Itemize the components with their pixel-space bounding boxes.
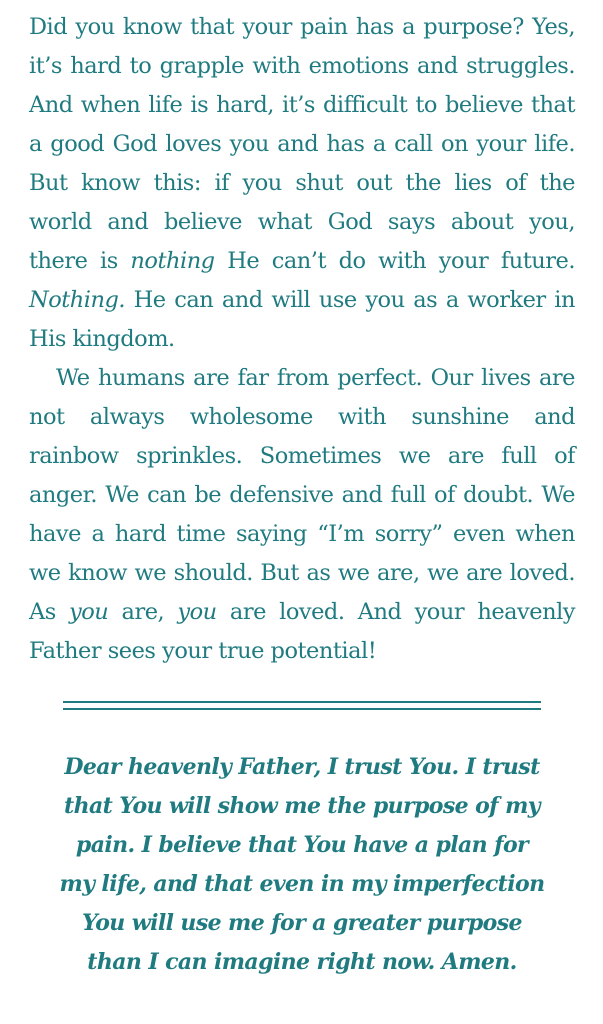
prayer-line: than I can imagine right now. Amen.: [87, 949, 517, 975]
paragraph-1-emphasis-nothing-sentence: Nothing.: [29, 287, 126, 313]
prayer-line: Dear heavenly Father, I trust You. I trust: [64, 754, 540, 780]
paragraph-1-emphasis-nothing: nothing: [130, 248, 215, 274]
paragraph-2-emphasis-you-2: you: [177, 599, 217, 625]
prayer-block: [29, 748, 575, 982]
prayer-line: that You will show me the purpose of my: [64, 793, 540, 819]
paragraph-1-text-b: He can’t do with your future.: [214, 248, 575, 274]
paragraph-2-text-a: We humans are far from perfect. Our lives are not always wholesome with sunshine and rainbow sprinkles. Sometimes we are full of anger. We can be defensive and full of doubt. We have a hard time saying “I’m sorry” even when we know we should. But as we are, we are loved. As: [29, 365, 575, 625]
divider-line-bottom: [63, 708, 541, 710]
paragraph-1-text-a: Did you know that your pain has a purpose? Yes, it’s hard to grapple with emotions and struggles. And when life is hard, it’s difficult to believe that a good God loves you and has a call on your life. But know this: if you shut out the lies of the world and believe what God says about you, there is: [29, 14, 575, 274]
double-rule-divider: [63, 701, 541, 710]
paragraph-2-text-b: are,: [108, 599, 178, 625]
prayer-line: You will use me for a greater purpose: [82, 910, 522, 936]
prayer-line: pain. I believe that You have a plan for: [75, 832, 529, 858]
paragraph-2-emphasis-you-1: you: [69, 599, 109, 625]
body-paragraph-2: [29, 359, 575, 671]
paragraph-1-text-c: He can and will use you as a worker in His kingdom.: [29, 287, 575, 352]
divider-line-top: [63, 701, 541, 703]
prayer-line: my life, and that even in my imperfection: [59, 871, 545, 897]
devotional-page: [29, 8, 575, 982]
paragraph-2-text-c: are loved. And your heavenly Father sees your true potential!: [29, 599, 575, 664]
body-paragraph-1: [29, 8, 575, 359]
